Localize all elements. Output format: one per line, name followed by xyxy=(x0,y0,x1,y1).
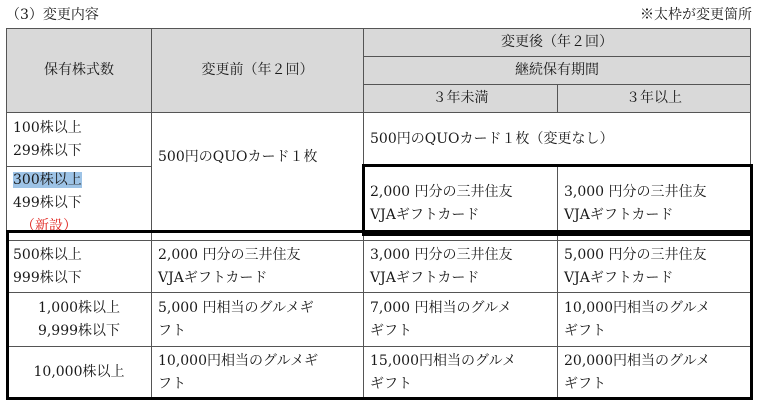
shares-cell xyxy=(7,113,152,167)
under3-cell: 2,000 円分の三井住友 VJAギフトカード xyxy=(364,167,558,241)
table-row xyxy=(7,167,751,241)
table-row xyxy=(7,293,751,347)
change-table xyxy=(6,28,751,399)
under3-cell: 3,000 円分の三井住友 VJAギフトカード xyxy=(364,241,558,293)
new-label: （新設） xyxy=(21,218,77,234)
before-cell: 5,000 円相当のグルメギ フト xyxy=(152,293,364,347)
change-note: ※太枠が変更箇所 xyxy=(640,7,752,23)
shares-line: 100株以上 xyxy=(13,119,82,136)
shares-cell: 10,000株以上 xyxy=(7,347,152,399)
header-shares: 保有株式数 xyxy=(7,29,152,113)
header-row xyxy=(7,29,751,57)
header-after: 変更後（年２回） xyxy=(364,29,751,57)
header-period: 継続保有期間 xyxy=(364,57,751,85)
shares-cell xyxy=(7,167,152,241)
shares-line: 299株以下 xyxy=(13,142,82,159)
shares-cell: 1,000株以上 9,999株以下 xyxy=(7,293,152,347)
under3-cell: 15,000円相当のグルメ ギフト xyxy=(364,347,558,399)
header-under3: ３年未満 xyxy=(364,85,558,113)
before-cell: 2,000 円分の三井住友 VJAギフトカード xyxy=(152,241,364,293)
before-cell: 10,000円相当のグルメギ フト xyxy=(152,347,364,399)
table-row xyxy=(7,241,751,293)
under3-cell: 7,000 円相当のグルメ ギフト xyxy=(364,293,558,347)
shares-line: 499株以下 xyxy=(13,195,82,211)
after-merged-cell: 500円のQUOカード１枚（変更なし） xyxy=(364,113,751,167)
header-before: 変更前（年２回） xyxy=(152,29,364,113)
table-row xyxy=(7,347,751,399)
shares-cell: 500株以上 999株以下 xyxy=(7,241,152,293)
before-cell: 500円のQUOカード１枚 xyxy=(152,113,364,241)
header-over3: ３年以上 xyxy=(558,85,751,113)
section-title: （3）変更内容 xyxy=(6,7,99,23)
over3-cell: 5,000 円分の三井住友 VJAギフトカード xyxy=(558,241,751,293)
over3-cell: 10,000円相当のグルメ ギフト xyxy=(558,293,751,347)
over3-cell: 20,000円相当のグルメ ギフト xyxy=(558,347,751,399)
shares-line: 300株以上 xyxy=(13,172,82,188)
table-row xyxy=(7,113,751,167)
over3-cell: 3,000 円分の三井住友 VJAギフトカード xyxy=(558,167,751,241)
